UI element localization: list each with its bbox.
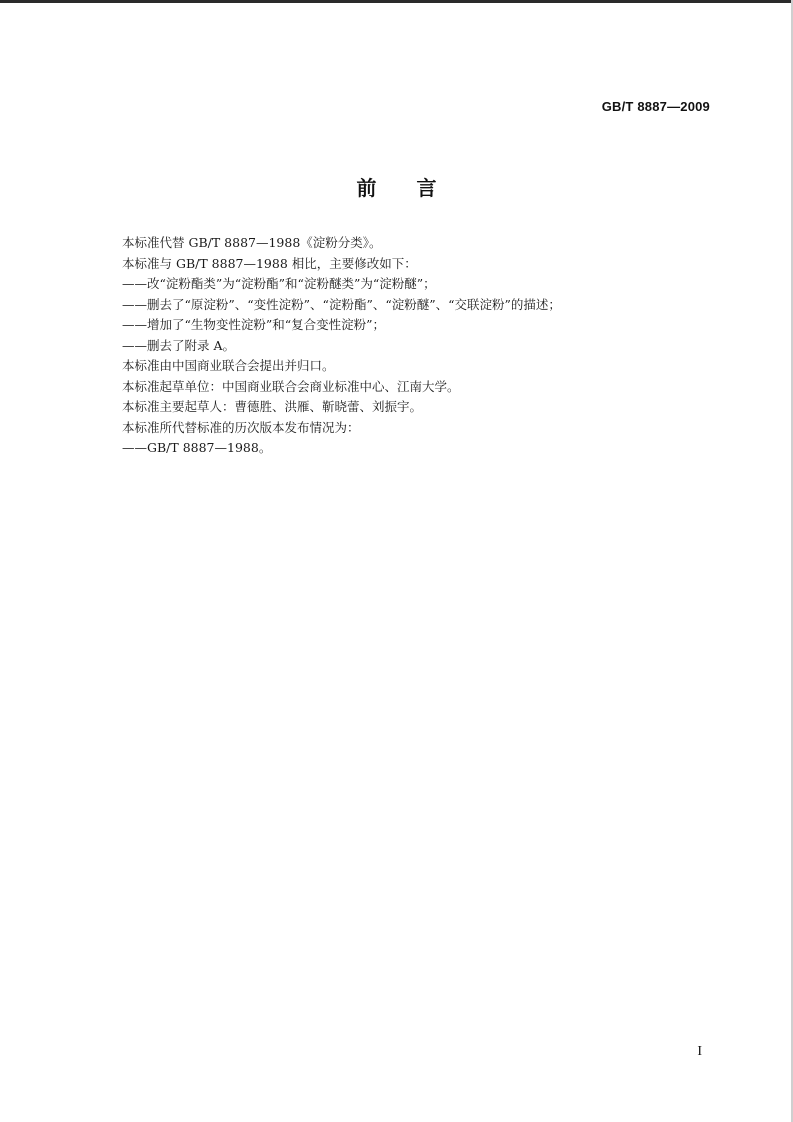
foreword-line: 本标准代替 GB/T 8887—1988《淀粉分类》。 [122, 235, 382, 250]
foreword-line: 本标准与 GB/T 8887—1988 相比，主要修改如下： [122, 255, 417, 271]
foreword-line: ——删去了附录 A。 [122, 337, 236, 353]
scan-edge-top [0, 0, 793, 3]
foreword-line: 本标准起草单位：中国商业联合会商业标准中心、江南大学。 [122, 378, 460, 394]
page-number: I [697, 1044, 702, 1059]
foreword-line: 本标准主要起草人：曹德胜、洪雁、靳晓蕾、刘振宇。 [122, 399, 423, 414]
foreword-body [122, 233, 712, 459]
foreword-line: ——增加了“生物变性淀粉”和“复合变性淀粉”； [122, 317, 386, 332]
foreword-line: 本标准所代替标准的历次版本发布情况为： [122, 419, 360, 435]
foreword-line: ——删去了“原淀粉”、“变性淀粉”、“淀粉酯”、“淀粉醚”、“交联淀粉”的描述； [122, 296, 561, 312]
foreword-line: 本标准由中国商业联合会提出并归口。 [122, 358, 335, 373]
foreword-line: ——GB/T 8887—1988。 [122, 440, 272, 455]
page-title: 前言 [356, 176, 477, 200]
foreword-line: ——改“淀粉酯类”为“淀粉酯”和“淀粉醚类”为“淀粉醚”； [122, 276, 436, 291]
standard-code: GB/T 8887—2009 [601, 99, 710, 114]
